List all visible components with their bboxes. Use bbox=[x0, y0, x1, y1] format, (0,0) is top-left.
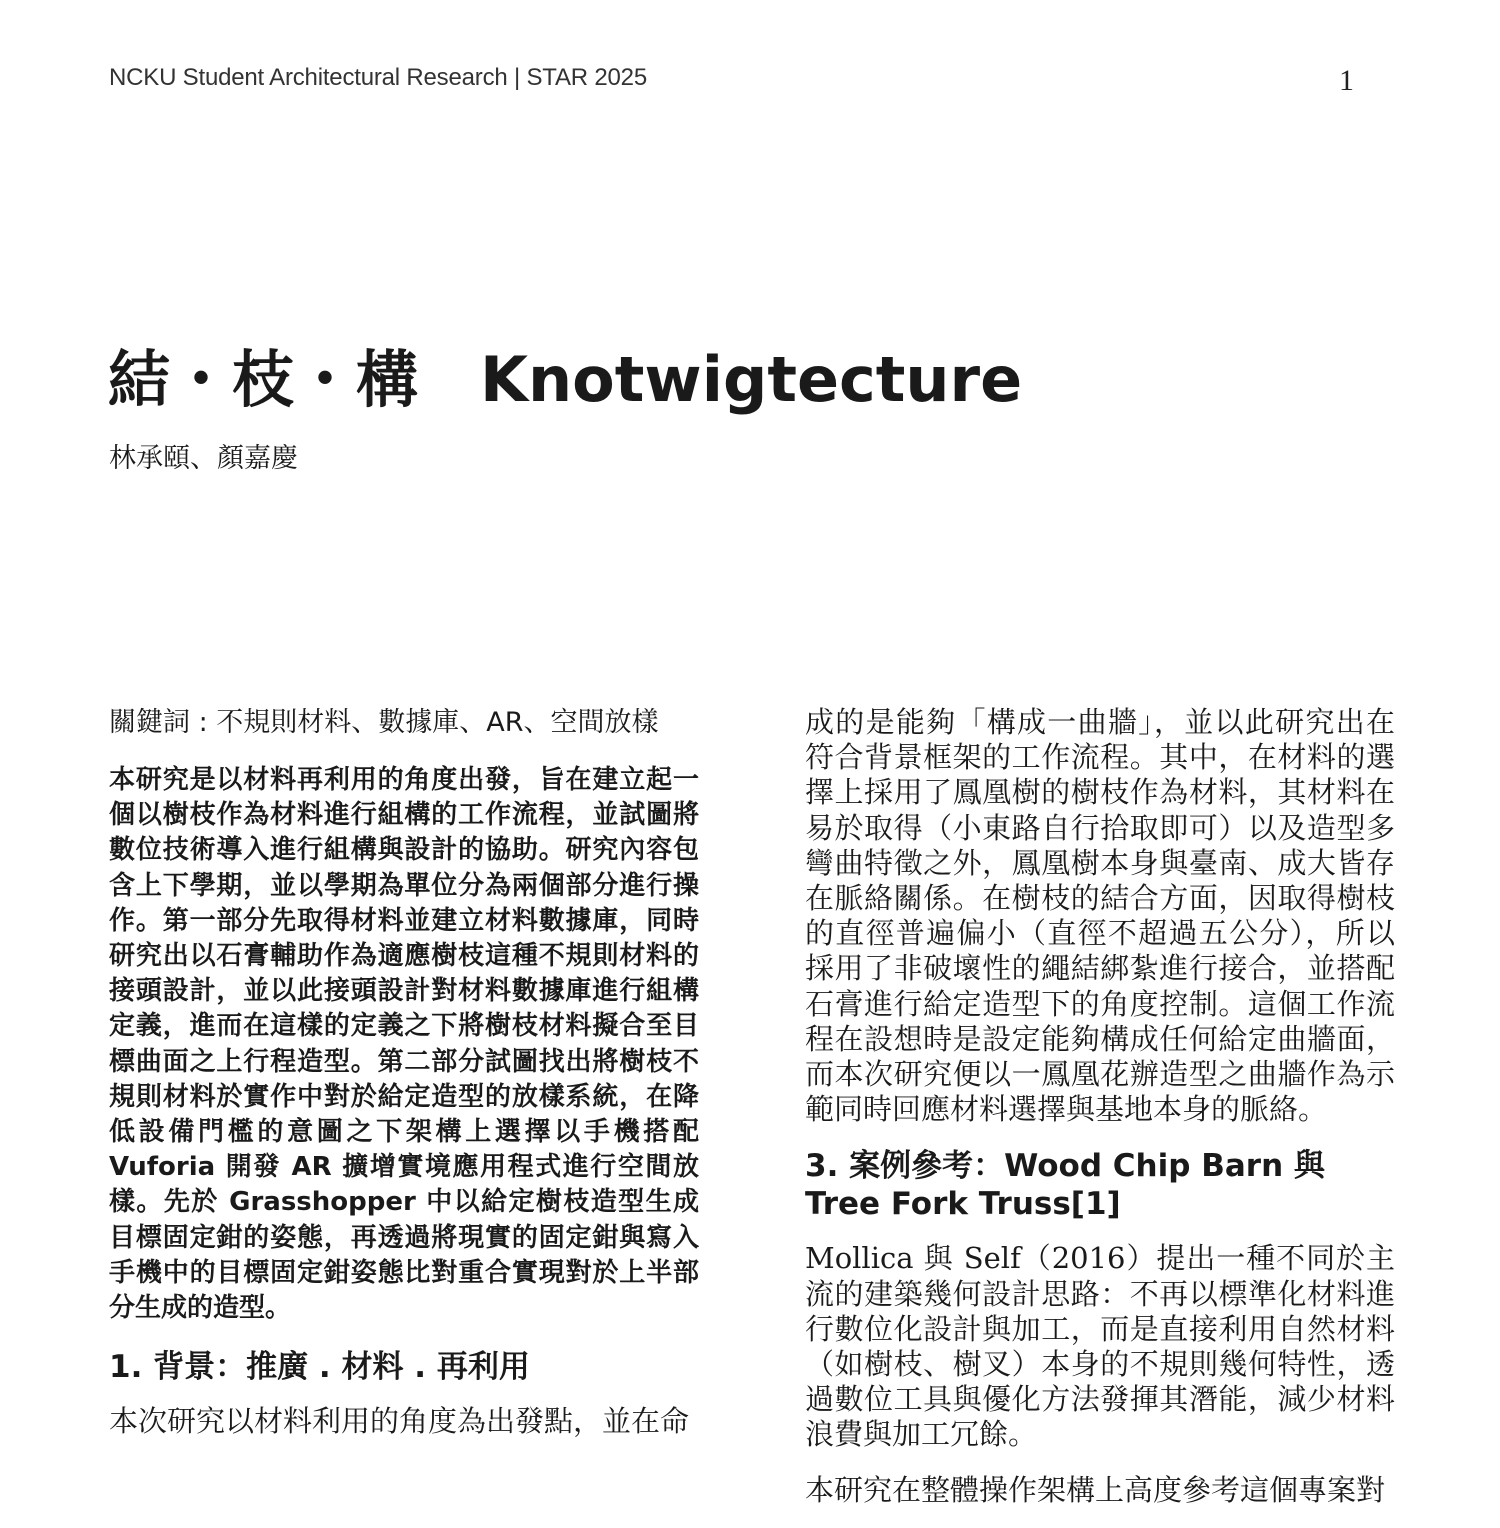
right-column bbox=[805, 705, 1395, 1528]
section-3-text-2: 本研究在整體操作架構上高度參考這個專案對 bbox=[805, 1472, 1386, 1507]
abstract: 本研究是以材料再利用的角度出發，旨在建立起一個以樹枝作為材料進行組構的工作流程，並試圖將數位技術導入進行組構與設計的協助。研究內容包含上下學期，並以學期為單位分為兩個部分進行操作。第一部分先取得材料並建立材料數據庫，同時研究出以石膏輔助作為適應樹枝這種不規則材料的接頭設計，並以此接頭設計對材料數據庫進行組構定義，進而在這樣的定義之下將樹枝材料擬合至目標曲面之上行程造型。第二部分試圖找出將樹枝不規則材料於實作中對於給定造型的放樣系統，在降低設備門檻的意圖之下架構上選擇以手機搭配 Vuforia 開發 AR 擴增實境應用程式進行空間放樣。先於 Grasshopper 中以給定樹枝造型生成目標固定鉗的姿態，再透過將現實的固定鉗與寫入手機中的目標固定鉗姿態比對重合實現對於上半部分生成的造型。 bbox=[109, 765, 699, 1324]
paper-authors: 林承頤、顏嘉慶 bbox=[109, 443, 298, 474]
section-3-text: Mollica 與 Self（2016）提出一種不同於主流的建築幾何設計思路：不再以標準化材料進行數位化設計與加工，而是直接利用自然材料（如樹枝、樹叉）本身的不規則幾何特性，透過數位工具與優化方法發揮其潛能，減少材料浪費與加工冗餘。 bbox=[805, 1241, 1395, 1452]
section-2-continued-text: 成的是能夠「構成一曲牆」，並以此研究出在符合背景框架的工作流程。其中，在材料的選擇上採用了鳳凰樹的樹枝作為材料，其材料在易於取得（小東路自行拾取即可）以及造型多彎曲特徵之外，鳳凰樹本身與臺南、成大皆存在脈絡關係。在樹枝的結合方面，因取得樹枝的直徑普遍偏小（直徑不超過五公分），所以採用了非破壞性的繩結綁紮進行接合，並搭配石膏進行給定造型下的角度控制。這個工作流程在設想時是設定能夠構成任何給定曲牆面，而本次研究便以一鳳凰花辦造型之曲牆作為示範同時回應材料選擇與基地本身的脈絡。 bbox=[805, 705, 1395, 1127]
section-3-heading: 3. 案例參考：Wood Chip Barn 與 Tree Fork Truss[1] bbox=[805, 1148, 1325, 1223]
running-title: NCKU Student Architectural Research | STAR 2025 bbox=[109, 64, 647, 91]
left-column bbox=[109, 705, 699, 1459]
paper-title: 結・枝・構 Knotwigtecture bbox=[108, 343, 1023, 416]
keywords: 關鍵詞 : 不規則材料、數據庫、AR、空間放樣 bbox=[109, 707, 659, 738]
section-1-heading: 1. 背景：推廣 . 材料 . 再利用 bbox=[109, 1349, 530, 1386]
section-1-text: 本次研究以材料利用的角度為出發點，並在命 bbox=[109, 1404, 690, 1439]
page-number: 1 bbox=[1339, 64, 1354, 97]
